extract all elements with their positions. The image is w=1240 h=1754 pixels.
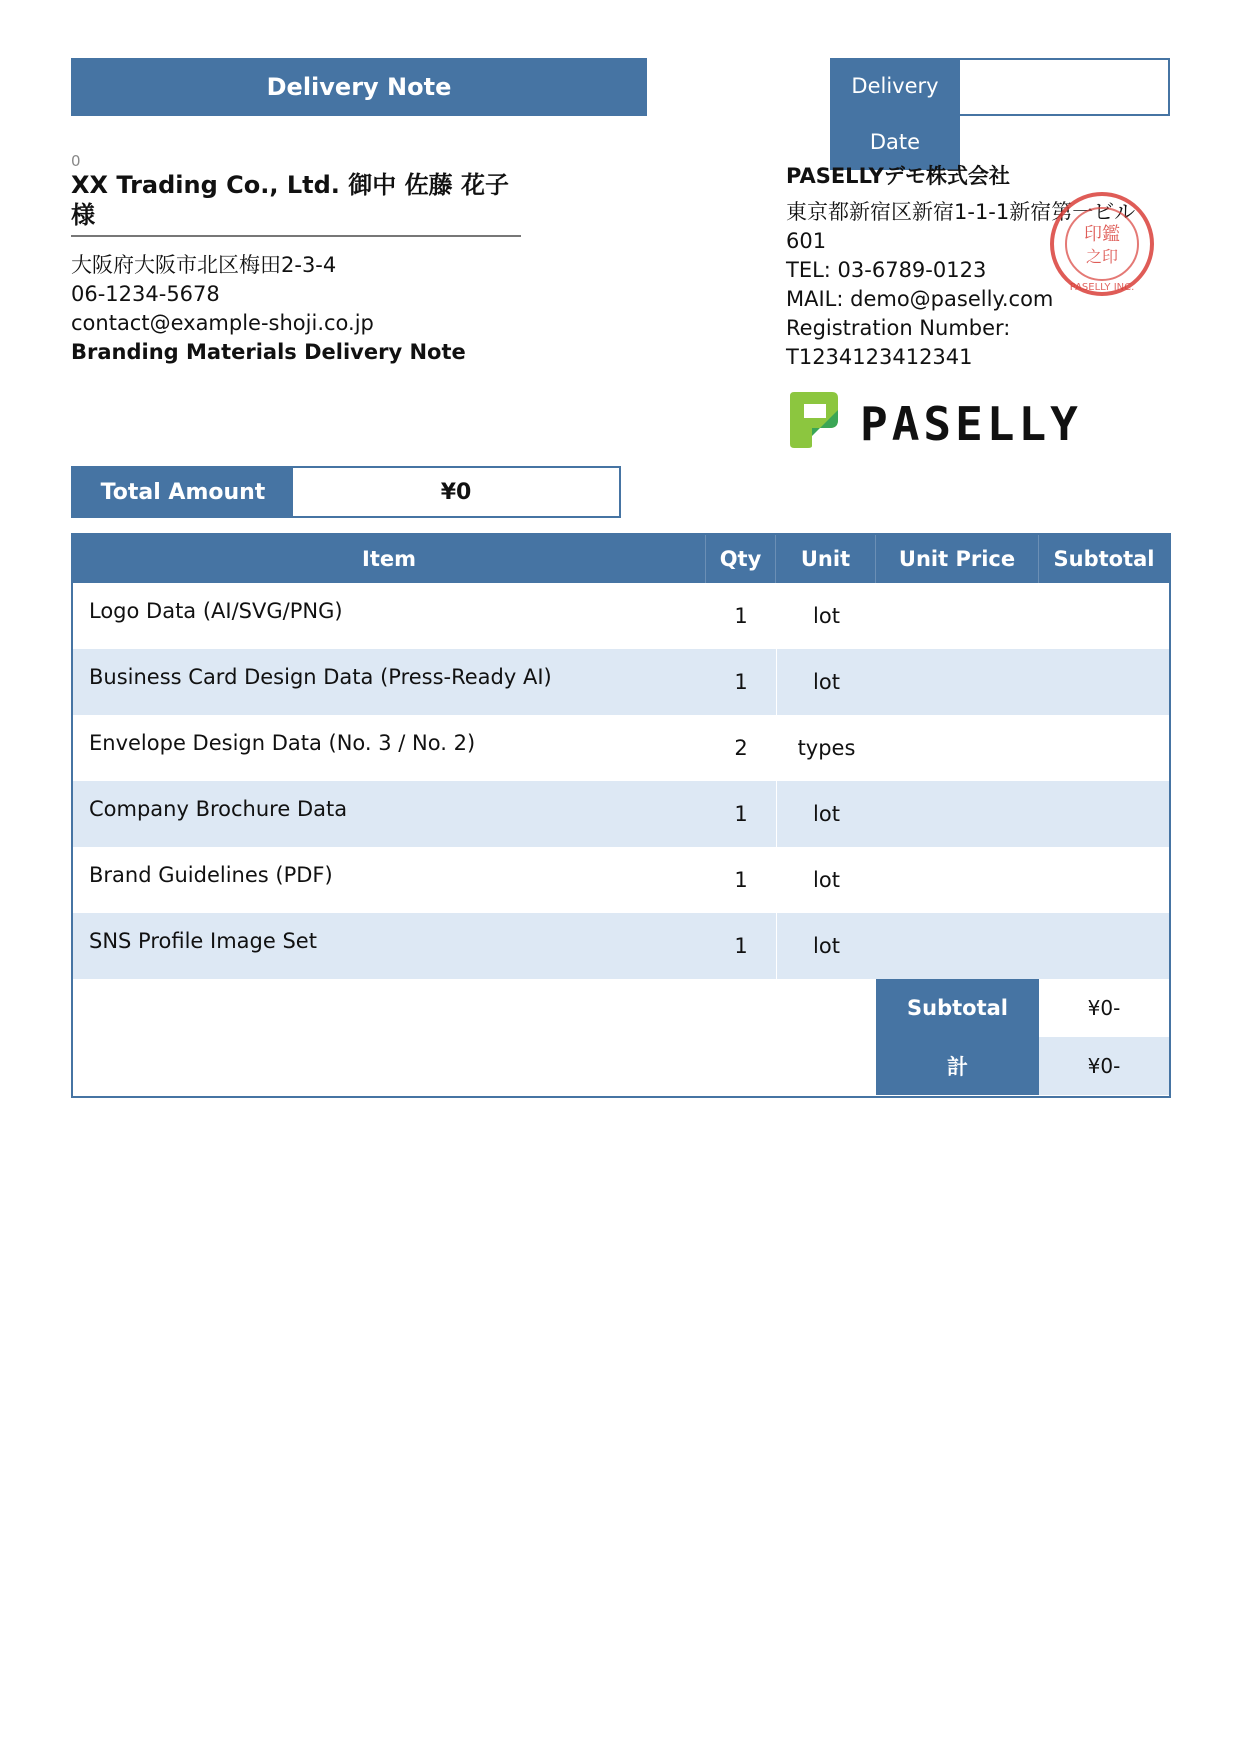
header-qty: Qty xyxy=(706,535,776,583)
row-unit: lot xyxy=(776,583,876,649)
row-unit-price xyxy=(876,781,1039,847)
logo-mark-icon xyxy=(786,390,1116,450)
table-row xyxy=(73,649,1169,715)
total-amount-value: ¥0 xyxy=(440,479,472,505)
logo-wordmark: PASELLY xyxy=(860,397,1082,450)
summary-total-label: 計 xyxy=(876,1037,1039,1095)
row-qty: 1 xyxy=(734,802,748,826)
row-unit-price xyxy=(876,583,1039,649)
row-qty: 2 xyxy=(734,736,748,760)
row-unit-price xyxy=(876,913,1039,979)
svg-text:之印: 之印 xyxy=(1085,247,1119,266)
issuer-address-1: 東京都新宿区新宿1-1-1新宿第一ビル xyxy=(786,200,1136,224)
company-seal-icon xyxy=(1048,190,1156,298)
delivery-date-label-line2: Date xyxy=(869,130,921,154)
svg-text:印鑑: 印鑑 xyxy=(1084,224,1120,245)
row-unit-price xyxy=(876,847,1039,913)
row-unit: lot xyxy=(776,649,876,715)
row-subtotal xyxy=(1039,583,1169,649)
total-amount-label: Total Amount xyxy=(73,468,293,516)
table-row xyxy=(73,715,1169,781)
row-subtotal xyxy=(1039,649,1169,715)
row-unit-price xyxy=(876,715,1039,781)
row-item: Logo Data (AI/SVG/PNG) xyxy=(89,599,343,623)
row-unit: types xyxy=(776,715,876,781)
company-logo xyxy=(786,390,1116,450)
issuer-address-2: 601 xyxy=(786,229,827,253)
recipient-address: 大阪府大阪市北区梅田2-3-4 xyxy=(71,253,337,277)
row-item: Business Card Design Data (Press-Ready AI) xyxy=(89,665,552,689)
table-row xyxy=(73,583,1169,649)
issuer-name: PASELLYデモ株式会社 xyxy=(786,164,1010,188)
svg-text:PASELLY INC.: PASELLY INC. xyxy=(1069,282,1135,293)
registration-label: Registration Number: xyxy=(786,316,1011,340)
document-subject: Branding Materials Delivery Note xyxy=(71,340,466,364)
recipient-name: XX Trading Co., Ltd. 御中 佐藤 花子 様 xyxy=(71,171,509,229)
row-item: Company Brochure Data xyxy=(89,797,348,821)
table-summary xyxy=(73,979,1169,1096)
recipient-underline xyxy=(71,235,521,237)
items-table xyxy=(71,533,1171,1098)
summary-subtotal-label: Subtotal xyxy=(876,979,1039,1037)
recipient-email: contact@example-shoji.co.jp xyxy=(71,311,374,335)
row-subtotal xyxy=(1039,781,1169,847)
header-unit: Unit xyxy=(776,535,876,583)
table-row xyxy=(73,847,1169,913)
table-row xyxy=(73,781,1169,847)
row-item: Brand Guidelines (PDF) xyxy=(89,863,333,887)
row-subtotal xyxy=(1039,847,1169,913)
header-unit-price: Unit Price xyxy=(876,535,1039,583)
total-amount-box xyxy=(71,466,621,518)
delivery-date-label-line1: Delivery xyxy=(851,74,939,98)
registration-number: T1234123412341 xyxy=(786,345,973,369)
summary-blank xyxy=(73,979,876,1096)
table-row xyxy=(73,913,1169,979)
row-qty: 1 xyxy=(734,934,748,958)
row-qty: 1 xyxy=(734,604,748,628)
row-subtotal xyxy=(1039,913,1169,979)
row-subtotal xyxy=(1039,715,1169,781)
summary-values xyxy=(1039,979,1169,1096)
issuer-tel: TEL: 03-6789-0123 xyxy=(786,258,987,282)
row-unit: lot xyxy=(776,913,876,979)
delivery-date-label xyxy=(830,58,960,170)
header-subtotal: Subtotal xyxy=(1039,535,1169,583)
header-item: Item xyxy=(73,535,706,583)
issuer-mail: MAIL: demo@paselly.com xyxy=(786,287,1054,311)
document-title: Delivery Note xyxy=(71,58,647,116)
summary-total-value: ¥0- xyxy=(1039,1037,1169,1095)
row-unit-price xyxy=(876,649,1039,715)
table-header xyxy=(73,535,1169,583)
row-unit: lot xyxy=(776,847,876,913)
document-number: 0 xyxy=(71,152,81,170)
row-item: Envelope Design Data (No. 3 / No. 2) xyxy=(89,731,476,755)
row-unit: lot xyxy=(776,781,876,847)
row-item: SNS Profile Image Set xyxy=(89,929,317,953)
summary-subtotal-value: ¥0- xyxy=(1087,996,1121,1020)
recipient-phone: 06-1234-5678 xyxy=(71,282,220,306)
summary-labels xyxy=(876,979,1039,1096)
row-qty: 1 xyxy=(734,868,748,892)
row-qty: 1 xyxy=(734,670,748,694)
